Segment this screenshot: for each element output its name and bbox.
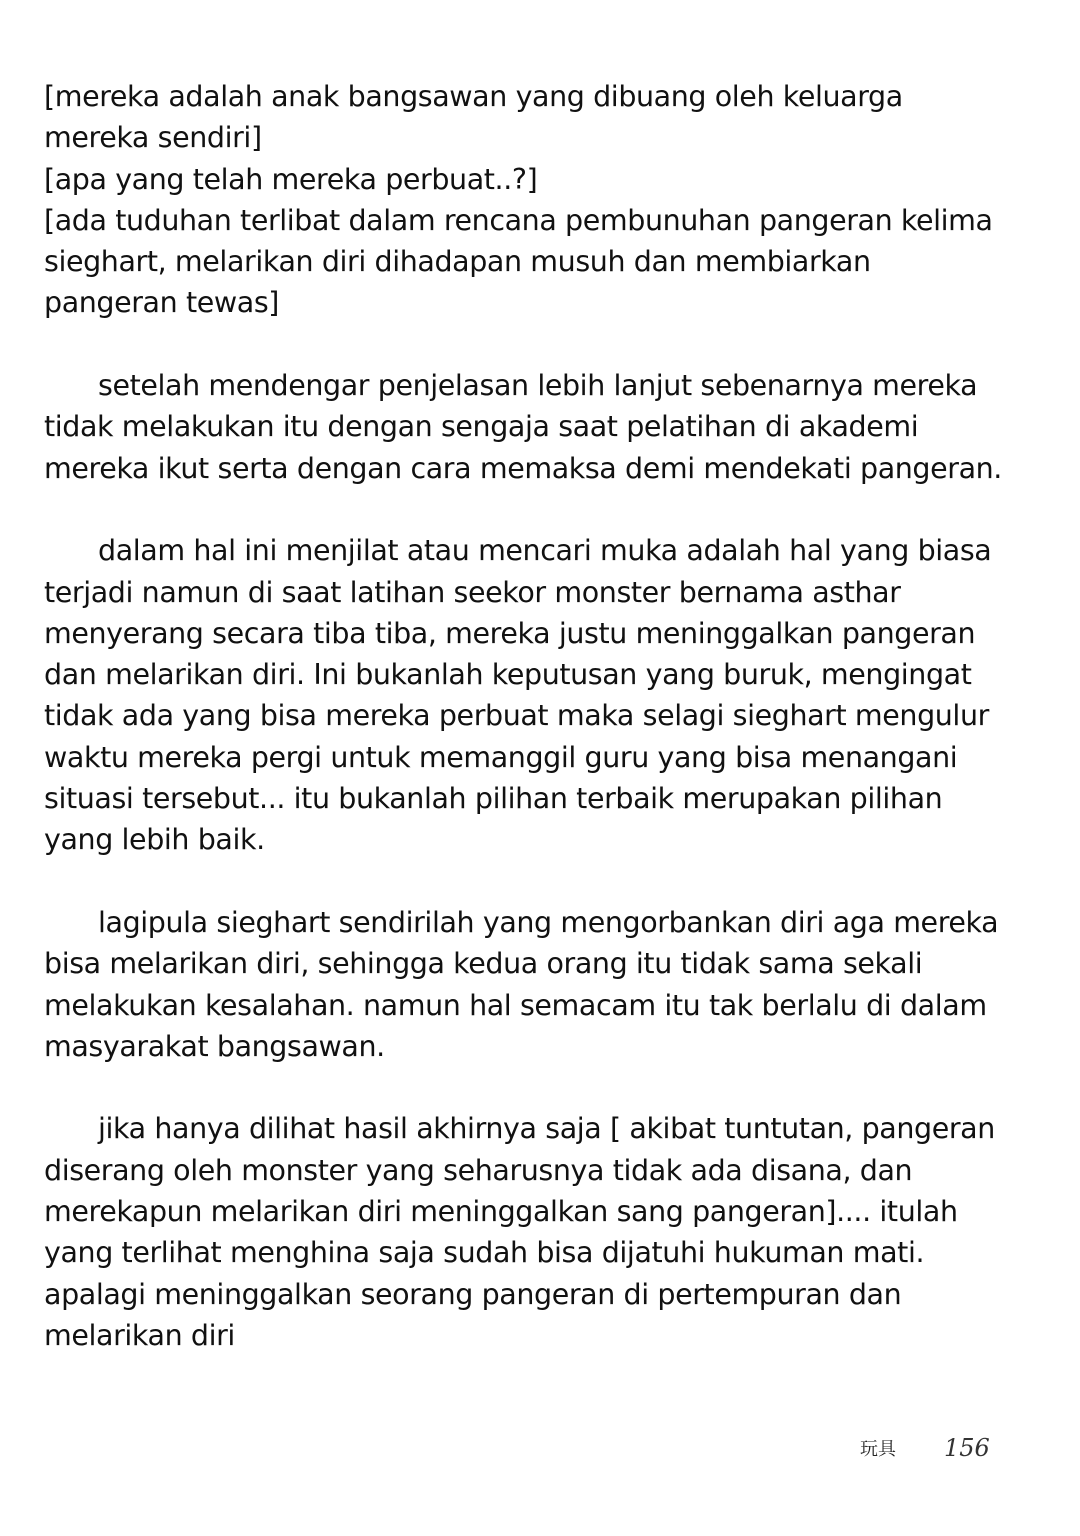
- text-line: mereka sendiri]: [44, 121, 262, 155]
- text-line: waktu mereka pergi untuk memanggil guru yang bisa menangani: [44, 740, 958, 774]
- text-line: tidak ada yang bisa mereka perbuat maka selagi sieghart mengulur: [44, 699, 989, 733]
- book-title: 玩具: [860, 1439, 896, 1460]
- text-line: pangeran tewas]: [44, 286, 279, 320]
- text-line: melarikan diri: [44, 1318, 235, 1352]
- paragraph: [44, 530, 1044, 860]
- text-line: [mereka adalah anak bangsawan yang dibuang oleh keluarga: [44, 80, 903, 113]
- dialogue-line: [44, 159, 1044, 200]
- text-line: mereka ikut serta dengan cara memaksa demi mendekati pangeran.: [44, 451, 1002, 485]
- text-line: situasi tersebut... itu bukanlah pilihan terbaik merupakan pilihan: [44, 782, 943, 816]
- dialogue-line: [44, 76, 1044, 159]
- text-line: melakukan kesalahan. namun hal semacam itu tak berlalu di dalam: [44, 988, 987, 1022]
- text-line: yang terlihat menghina saja sudah bisa dijatuhi hukuman mati.: [44, 1236, 925, 1270]
- text-line: diserang oleh monster yang seharusnya tidak ada disana, dan: [44, 1153, 913, 1187]
- page-number: 156: [944, 1434, 990, 1462]
- text-line: merekapun melarikan diri meninggalkan sang pangeran].... itulah: [44, 1195, 958, 1229]
- text-line: yang lebih baik.: [44, 823, 265, 857]
- page-body: [44, 76, 1044, 1356]
- text-line: lagipula sieghart sendirilah yang mengorbankan diri aga mereka: [98, 905, 999, 939]
- text-line: [apa yang telah mereka perbuat..?]: [44, 162, 538, 196]
- text-line: terjadi namun di saat latihan seekor monster bernama asthar: [44, 575, 901, 609]
- text-line: dalam hal ini menjilat atau mencari muka adalah hal yang biasa: [98, 534, 992, 568]
- text-line: masyarakat bangsawan.: [44, 1029, 385, 1063]
- text-line: dan melarikan diri. Ini bukanlah keputusan yang buruk, mengingat: [44, 658, 972, 692]
- paragraph: [44, 365, 1044, 489]
- text-line: apalagi meninggalkan seorang pangeran di pertempuran dan: [44, 1277, 902, 1311]
- text-line: jika hanya dilihat hasil akhirnya saja [ akibat tuntutan, pangeran: [98, 1112, 995, 1146]
- text-line: bisa melarikan diri, sehingga kedua orang itu tidak sama sekali: [44, 947, 923, 981]
- text-line: tidak melakukan itu dengan sengaja saat pelatihan di akademi: [44, 410, 919, 444]
- text-line: menyerang secara tiba tiba, mereka justu meninggalkan pangeran: [44, 616, 976, 650]
- page-footer: [860, 1434, 990, 1470]
- paragraph: [44, 902, 1044, 1067]
- text-line: sieghart, melarikan diri dihadapan musuh dan membiarkan: [44, 245, 871, 279]
- dialogue-line: [44, 200, 1044, 324]
- text-line: [ada tuduhan terlibat dalam rencana pembunuhan pangeran kelima: [44, 203, 993, 237]
- paragraph: [44, 1108, 1044, 1356]
- text-line: setelah mendengar penjelasan lebih lanjut sebenarnya mereka: [98, 369, 978, 403]
